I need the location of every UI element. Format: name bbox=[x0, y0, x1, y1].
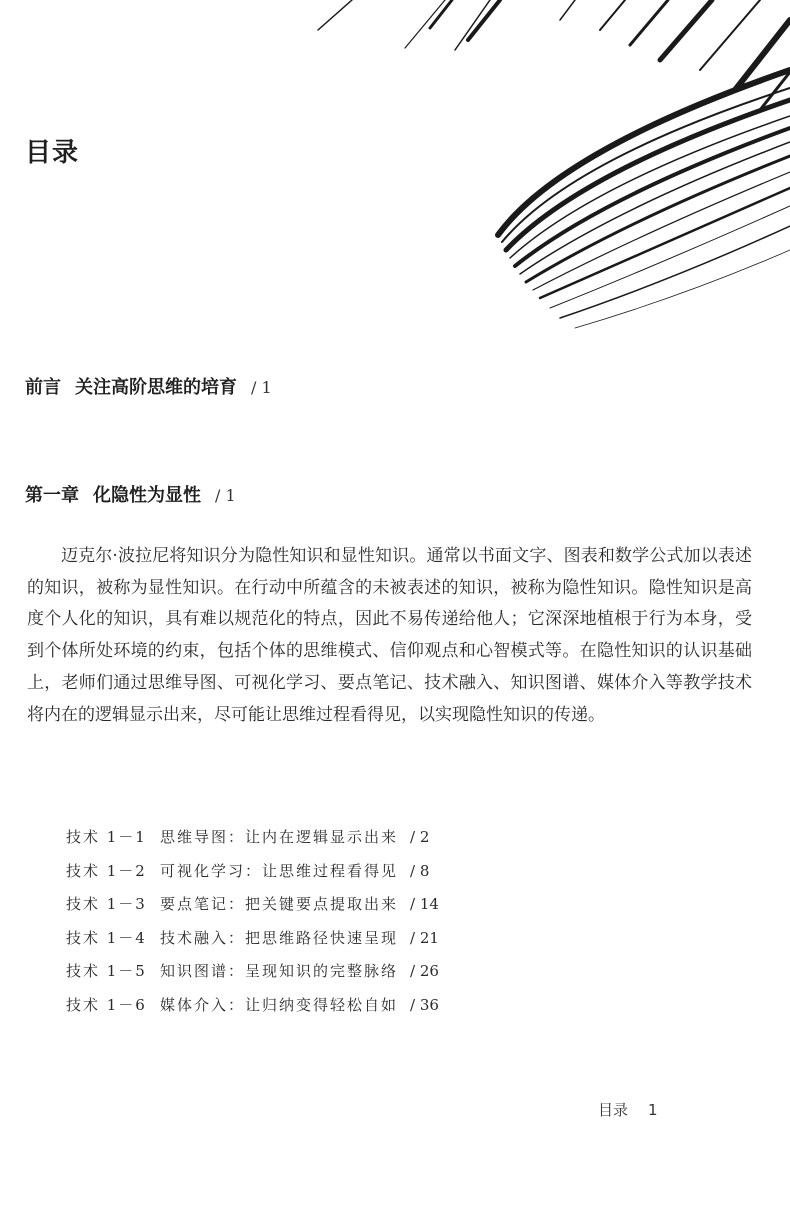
toc-entry-technique[interactable] bbox=[66, 821, 439, 855]
technique-title: 媒体介入：让归纳变得轻松自如 bbox=[160, 995, 399, 1014]
toc-entry-technique[interactable] bbox=[66, 888, 439, 922]
chapter-title: 化隐性为显性 bbox=[93, 485, 201, 506]
technique-page: / 14 bbox=[410, 895, 439, 914]
technique-title: 技术融入：把思维路径快速呈现 bbox=[160, 928, 399, 947]
toc-entry-technique[interactable] bbox=[66, 955, 439, 989]
technique-title: 思维导图：让内在逻辑显示出来 bbox=[160, 828, 399, 846]
technique-page: / 36 bbox=[410, 995, 439, 1014]
technique-page: / 2 bbox=[410, 828, 430, 846]
chapter-number: 第一章 bbox=[25, 485, 79, 506]
toc-entry-technique[interactable] bbox=[66, 855, 439, 889]
page-title: 目录 bbox=[25, 138, 80, 168]
toc-entry-preface[interactable] bbox=[25, 373, 272, 399]
technique-code: 技术 1－6 bbox=[66, 995, 147, 1014]
swirling-lines-decoration bbox=[0, 0, 790, 330]
technique-page: / 21 bbox=[410, 928, 439, 947]
preface-title: 关注高阶思维的培育 bbox=[75, 377, 237, 398]
page-number: 1 bbox=[648, 1101, 658, 1119]
page-footer bbox=[598, 1099, 658, 1120]
technique-code: 技术 1－5 bbox=[66, 962, 147, 981]
technique-code: 技术 1－2 bbox=[66, 861, 147, 880]
technique-title: 要点笔记：把关键要点提取出来 bbox=[160, 895, 399, 914]
technique-code: 技术 1－1 bbox=[66, 828, 147, 846]
technique-title: 可视化学习：让思维过程看得见 bbox=[160, 861, 399, 880]
preface-page: / 1 bbox=[251, 378, 272, 397]
technique-list bbox=[66, 821, 439, 1023]
technique-code: 技术 1－4 bbox=[66, 928, 147, 947]
chapter-intro-paragraph: 迈克尔·波拉尼将知识分为隐性知识和显性知识。通常以书面文字、图表和数学公式加以表述的知识，被称为显性知识。在行动中所蕴含的未被表述的知识，被称为隐性知识。隐性知识是高度个人化的知识，具有难以规范化的特点，因此不易传递给他人；它深深地植根于行为本身，受到个体所处环境的约束，包括个体的思维模式、信仰观点和心智模式等。在隐性知识的认识基础上，老师们通过思维导图、可视化学习、要点笔记、技术融入、知识图谱、媒体介入等教学技术将内在的逻辑显示出来，尽可能让思维过程看得见，以实现隐性知识的传递。 bbox=[27, 546, 752, 725]
technique-title: 知识图谱：呈现知识的完整脉络 bbox=[160, 962, 399, 981]
technique-page: / 8 bbox=[410, 861, 430, 880]
footer-label: 目录 bbox=[598, 1101, 629, 1119]
technique-code: 技术 1－3 bbox=[66, 895, 147, 914]
toc-entry-technique[interactable] bbox=[66, 922, 439, 956]
preface-label: 前言 bbox=[25, 377, 61, 398]
toc-entry-chapter-1[interactable] bbox=[25, 481, 236, 507]
chapter-page: / 1 bbox=[215, 486, 236, 505]
toc-entry-technique[interactable] bbox=[66, 989, 439, 1023]
technique-page: / 26 bbox=[410, 962, 439, 981]
